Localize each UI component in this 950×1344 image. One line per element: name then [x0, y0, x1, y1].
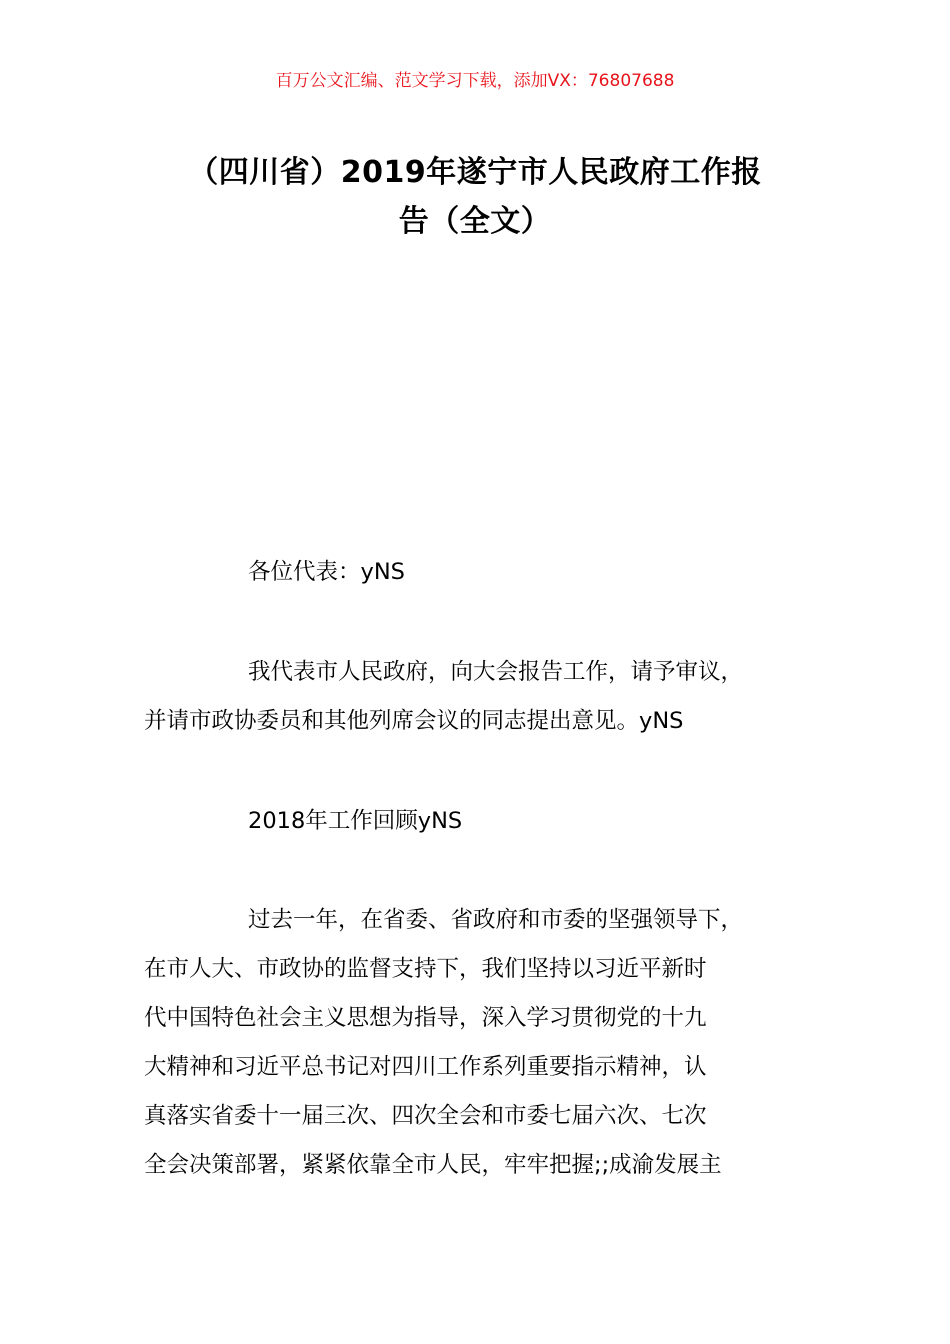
review-line-4: 大精神和习近平总书记对四川工作系列重要指示精神，认	[144, 1054, 707, 1080]
section-heading: 2018年工作回顾yNS	[248, 808, 463, 834]
review-line-1: 过去一年，在省委、省政府和市委的坚强领导下，	[248, 907, 744, 933]
review-line-6: 全会决策部署，紧紧依靠全市人民，牢牢把握;;成渝发展主	[144, 1152, 722, 1178]
review-line-2: 在市人大、市政协的监督支持下，我们坚持以习近平新时	[144, 956, 707, 982]
review-line-3: 代中国特色社会主义思想为指导，深入学习贯彻党的十九	[144, 1005, 707, 1031]
salutation: 各位代表：yNS	[248, 559, 405, 585]
review-line-5: 真落实省委十一届三次、四次全会和市委七届六次、七次	[144, 1103, 707, 1129]
intro-paragraph-block	[144, 648, 834, 746]
intro-line-2: 并请市政协委员和其他列席会议的同志提出意见。yNS	[144, 708, 684, 734]
intro-line-1: 我代表市人民政府，向大会报告工作，请予审议，	[248, 659, 744, 685]
document-title	[140, 148, 810, 246]
section-heading-block	[144, 797, 834, 846]
review-paragraph	[144, 896, 834, 1190]
promo-header: 百万公文汇编、范文学习下载，添加VX：76807688	[275, 71, 675, 91]
title-line-1: （四川省）2019年遂宁市人民政府工作报	[188, 155, 762, 190]
review-paragraph-block	[144, 896, 834, 1190]
salutation-block	[144, 548, 834, 597]
intro-paragraph	[144, 648, 834, 746]
title-line-2: 告（全文）	[398, 204, 552, 239]
